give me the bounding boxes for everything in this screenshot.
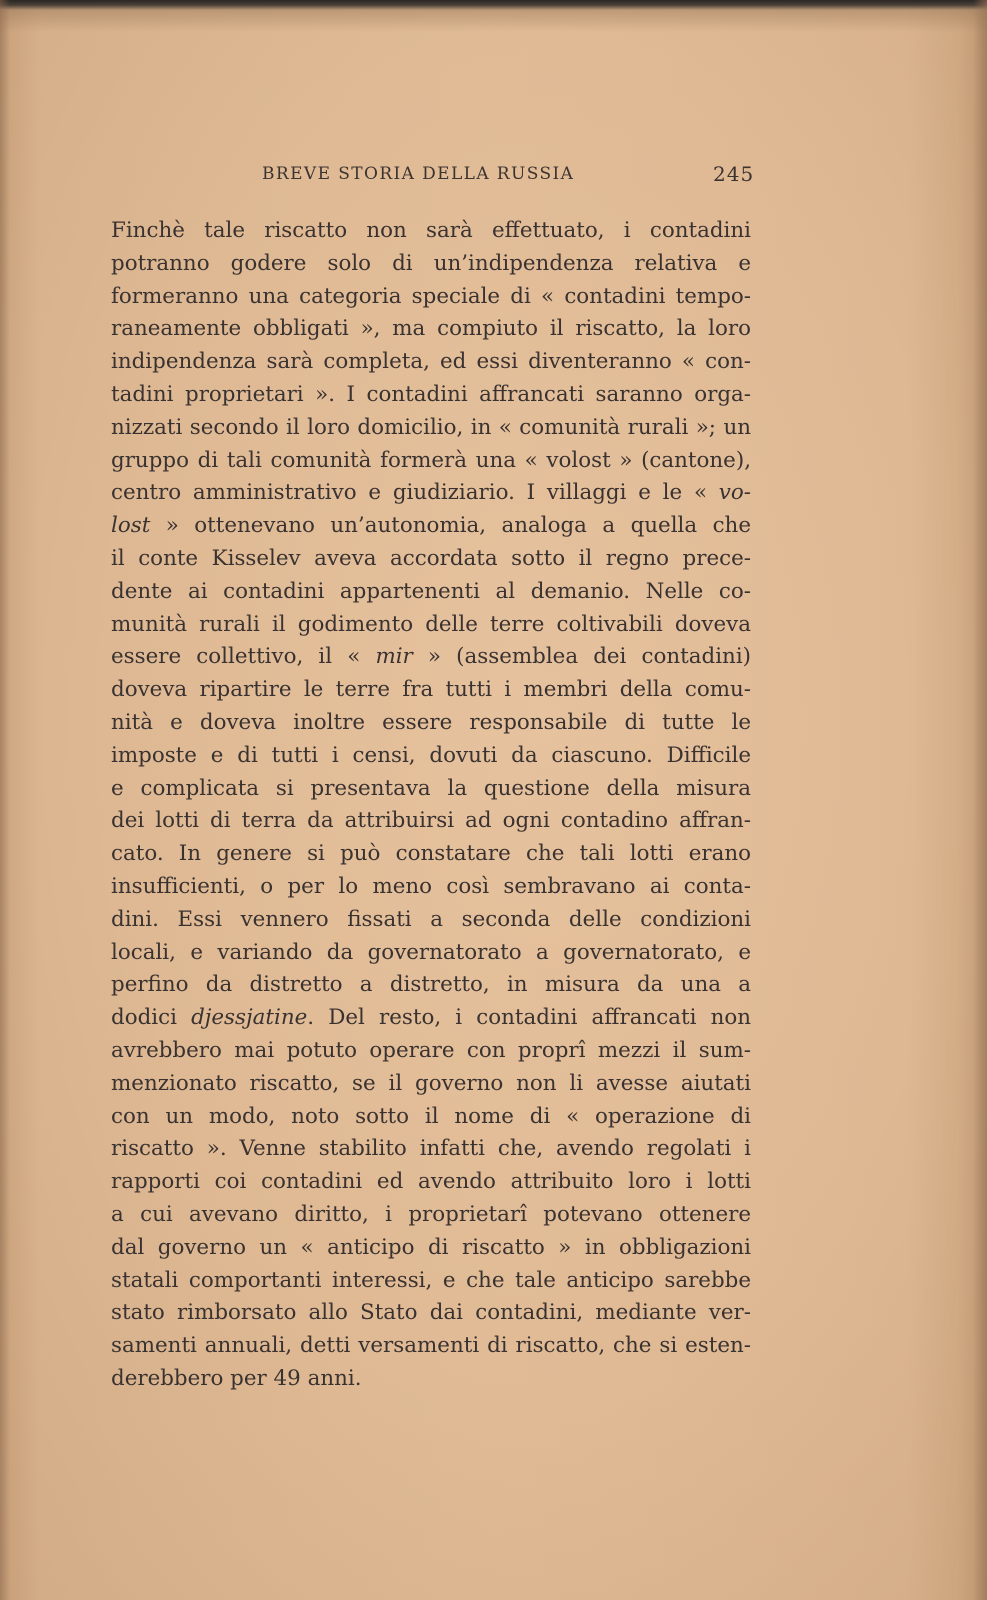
text-line: il conte Kisselev aveva accordata sotto il regno prece- [111,545,751,571]
text-line: formeranno una categoria speciale di « contadini tempo- [111,283,751,309]
text-line: dal governo un « anticipo di riscatto » in obbligazioni [111,1234,751,1260]
text-line: Finchè tale riscatto non sarà effettuato, i contadini [111,218,751,243]
text-line: locali, e variando da governatorato a governatorato, e [111,939,751,965]
text-line: con un modo, noto sotto il nome di « operazione di [111,1103,751,1129]
text-line: essere collettivo, il « mir » (assemblea dei contadini) [111,644,752,670]
text-line: derebbero per 49 anni. [111,1365,362,1391]
page-top-shadow [0,10,987,32]
text-line: doveva ripartire le terre fra tutti i membri della comu- [111,677,751,703]
running-head [262,160,762,190]
text-line: cato. In genere si può constatare che tali lotti erano [111,841,751,867]
text-line: tadini proprietari ». I contadini affrancati saranno orga- [111,381,751,407]
text-line: centro amministrativo e giudiziario. I villaggi e le « vo- [111,480,751,506]
text-line: munità rurali il godimento delle terre coltivabili doveva [111,611,751,637]
text-line: nità e doveva inoltre essere responsabile di tutte le [111,709,751,735]
text-line: lost » ottenevano un’autonomia, analoga a quella che [111,513,751,539]
text-line: dei lotti di terra da attribuirsi ad ogni contadino affran- [111,808,751,834]
text-line: a cui avevano diritto, i proprietarî potevano ottenere [111,1201,751,1227]
text-line: riscatto ». Venne stabilito infatti che, avendo regolati i [111,1136,751,1162]
text-line: dente ai contadini appartenenti al demanio. Nelle co- [111,578,751,604]
italic-term: vo- [718,480,751,506]
text-line: nizzati secondo il loro domicilio, in « comunità rurali »; un [111,414,751,440]
page-left-edge [0,0,10,1600]
text-line: raneamente obbligati », ma compiuto il riscatto, la loro [111,316,751,342]
text-line: imposte e di tutti i censi, dovuti da ciascuno. Difficile [111,742,751,768]
text-line: samenti annuali, detti versamenti di riscatto, che si esten- [111,1333,751,1359]
text-line: rapporti coi contadini ed avendo attribuito loro i lotti [111,1169,751,1195]
text-line: insufficienti, o per lo meno così sembravano ai conta- [111,873,751,899]
text-line: menzionato riscatto, se il governo non li avesse aiutati [111,1070,751,1096]
text-line: indipendenza sarà completa, ed essi diventeranno « con- [111,349,751,375]
text-line: dodici djessjatine. Del resto, i contadini affrancati non [111,1005,751,1031]
text-line: avrebbero mai potuto operare con proprî mezzi il sum- [111,1037,751,1063]
text-line: gruppo di tali comunità formerà una « volost » (cantone), [111,447,751,473]
page-top-edge [0,0,987,10]
text-line: potranno godere solo di un’indipendenza relativa e [111,250,751,276]
page-number: 245 [713,162,755,186]
text-line: statali comportanti interessi, e che tale anticipo sarebbe [111,1267,751,1293]
italic-term: lost [111,513,151,539]
text-line: e complicata si presentava la questione della misura [111,775,751,801]
italic-term: mir [375,644,413,670]
italic-term: djessjatine [191,1005,308,1031]
text-line: perfino da distretto a distretto, in misura da una a [111,972,751,998]
body-text [111,215,751,1396]
running-title: BREVE STORIA DELLA RUSSIA [262,164,575,184]
text-line: stato rimborsato allo Stato dai contadini, mediante ver- [111,1300,751,1326]
text-line: dini. Essi vennero fissati a seconda delle condizioni [111,906,751,932]
page-right-edge [973,0,987,1600]
